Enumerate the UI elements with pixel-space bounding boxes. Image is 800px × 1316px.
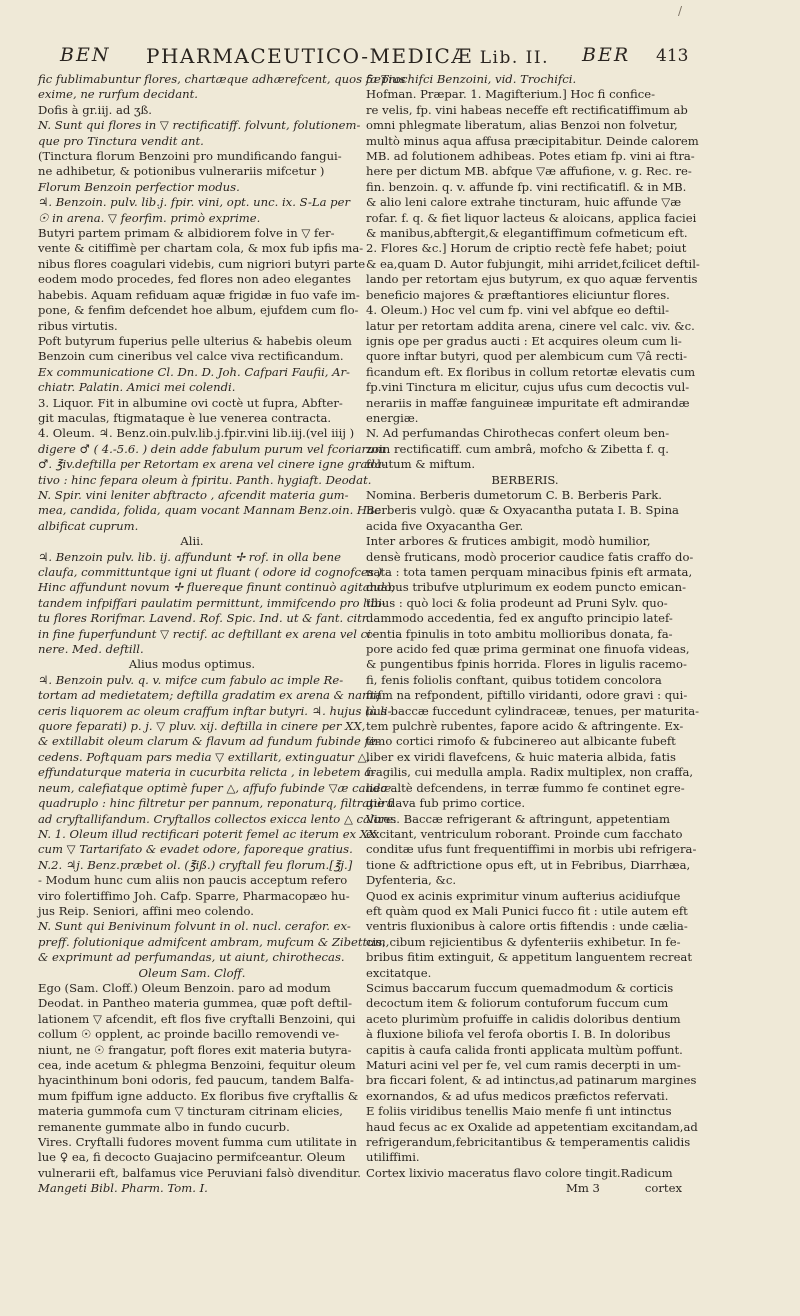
text-line: ☉ in arena. ▽ feorfim. primò exprime.	[38, 210, 261, 225]
text-line: eodem modo procedes, fed flores non adeo elegantes	[38, 272, 351, 287]
text-line: tem pulchrè rubentes, fapore acido & aftringente. Ex-	[366, 719, 684, 734]
text-line: mum fpiffum igne adducto. Ex floribus five cryftallis &	[38, 1088, 359, 1103]
text-line: jus Reip. Seniori, affini meo colendo.	[38, 903, 254, 918]
text-line: E foliis viridibus tenellis Maio menfe fi unt intinctus	[366, 1104, 672, 1119]
text-line: niunt, ne ☉ frangatur, poft flores exit materia butyra-	[38, 1042, 352, 1057]
text-line: Berberis vulgò. quæ & Oxyacantha putata I. B. Spina	[366, 503, 679, 518]
text-line: ♃. Benzoin pulv. lib. ij. affundunt ✢ rof. in olla bene	[38, 549, 341, 564]
text-line: quore inftar butyri, quod per alembicum cum ▽â recti-	[366, 349, 688, 364]
signature-mark: Mm 3	[566, 1181, 600, 1196]
text-line: ♃. Benzoin. pulv. lib.j. fpir. vini, opt. unc. ix. S-La per	[38, 195, 350, 210]
text-line: tibus : quò loci & folia prodeunt ad Pruni Sylv. quo-	[366, 595, 668, 610]
text-line: timo cortici rimofo & fubcinereo aut albicante fubeft	[366, 734, 676, 749]
text-line: tu flores Rorifmar. Lavend. Rof. Spic. Ind. ut & fant. citr.	[38, 611, 370, 626]
text-line: Dofis à gr.iij. ad ʒß.	[38, 102, 152, 117]
text-line: utiliffimi.	[366, 1150, 420, 1165]
text-line: N. Sunt qui Benivinum folvunt in ol. nucl. cerafor. ex-	[38, 919, 351, 934]
text-line: here per dictum MB. abfque ▽æ affufione, v. g. Rec. re-	[366, 164, 692, 179]
text-line: refrigerandum,febricitantibus & temperamentis calidis	[366, 1135, 691, 1150]
text-line: remanente gummate albo in fundo cucurb.	[38, 1119, 290, 1134]
text-line: Nomina. Berberis dumetorum C. B. Berberis Park.	[366, 487, 662, 502]
text-line: tivo : hinc fepara oleum à fpiritu. Panth. hygiaft. Deodat.	[38, 472, 372, 487]
text-line: tandem infpiffari paulatim permittunt, immifcendo pro libi-	[38, 595, 386, 610]
text-line: acida five Oxyacantha Ger.	[366, 518, 524, 533]
text-line: 4. Oleum. ♃. Benz.oin.pulv.lib.j.fpir.vini lib.iij.(vel iiij )	[38, 426, 355, 441]
text-line: ventris fluxionibus à calore ortis fiftendis : unde cælia-	[366, 919, 688, 934]
text-line: Hofman. Præpar. 1. Magifterium.] Hoc fi confice-	[366, 87, 656, 102]
text-line: cedens. Poftquam pars media ▽ extillarit, extinguatur △,	[38, 749, 371, 764]
text-line: Vires. Baccæ refrigerant & aftringunt, appetentiam	[366, 811, 670, 826]
text-line: Inter arbores & frutices ambigit, modò humilior,	[366, 534, 651, 549]
text-line: 2. Flores &c.] Horum de criptio rectè fefe habet; poiut	[366, 241, 687, 256]
text-line: pore acido fed quæ prima germinat one finuofa videas,	[366, 642, 690, 657]
text-line: fin. benzoin. q. v. affunde fp. vini rectificatifl. & in MB.	[366, 179, 687, 194]
text-line: albificat cuprum.	[38, 518, 139, 533]
text-line: ignis ope per gradus aucti : Et acquires oleum cum li-	[366, 333, 682, 348]
text-line: liber ex viridi flavefcens, & huic materia albida, fatis	[366, 749, 676, 764]
text-line: - Modum hunc cum aliis non paucis acceptum refero	[38, 873, 348, 888]
text-line: N.2. ♃j. Benz.præbet ol. (℥iß.) cryftall feu florum.[℥j.]	[38, 857, 353, 872]
text-line: Hinc affundunt novum ✢ fluereque finunt continuò agitando;	[38, 580, 396, 595]
signature-row	[366, 1181, 684, 1197]
text-line: beneficio majores & præftantiores eliciuntur flores.	[366, 287, 670, 302]
text-line: à fluxione biliofa vel ferofa obortis I. B. In doloribus	[366, 1027, 671, 1042]
text-line: cis, cibum rejicientibus & dyfenteriis exhibetur. In fe-	[366, 934, 681, 949]
text-line: hyacinthinum boni odoris, fed paucum, tandem Balfa-	[38, 1073, 354, 1088]
text-line: lue ♀ ea, fi decocto Guajacino permifceantur. Oleum	[38, 1150, 346, 1165]
text-line: N. 1. Oleum illud rectificari poterit femel ac iterum ex XX	[38, 826, 377, 841]
text-line: Florum Benzoin perfectior modus.	[38, 179, 240, 194]
text-line: vulnerarii eft, balfamus vice Peruviani falsò divenditur.	[38, 1165, 361, 1180]
text-line: fragilis, cui medulla ampla. Radix multiplex, non craffa,	[366, 765, 694, 780]
text-line: ftam na refpondent, piftillo viridanti, odore gravi : qui-	[366, 688, 688, 703]
text-line: ♂. ℥iv.deftilla per Retortam ex arena vel cinere igne grada-	[38, 457, 386, 472]
text-line: Butyri partem primam & albidiorem folve in ▽ fer-	[38, 226, 335, 241]
text-line: fic fublimabuntur flores, chartæque adhærefcent, quos fæpius	[38, 72, 406, 86]
text-line: nere. Med. deftill.	[38, 642, 144, 657]
text-line: Deodat. in Pantheo materia gummea, quæ poft deftil-	[38, 996, 353, 1011]
text-line: viro folertiffimo Joh. Cafp. Sparre, Pharmacopæo hu-	[38, 888, 350, 903]
text-line: & extillabit oleum clarum & flavum ad fundum fubinde fe-	[38, 734, 380, 749]
text-line: densè fruticans, modò procerior caudice fatis craffo do-	[366, 549, 694, 564]
text-line: re velis, fp. vini habeas neceffe eft rectificatiffimum ab	[366, 102, 688, 117]
text-line: Benzoin cum cineribus vel calce viva rectificandum.	[38, 349, 344, 364]
text-line: fi, fenis foliolis conftant, quibus totidem concolora	[366, 672, 662, 687]
running-head-right: BER	[582, 44, 631, 66]
text-line: aceto plurimùm profuiffe in calidis doloribus dentium	[366, 1011, 681, 1026]
right-column	[366, 72, 700, 1197]
text-line: effundaturque materia in cucurbita relicta , in lebetem a-	[38, 765, 376, 780]
text-line: dammodo accedentia, fed ex angufto principio latef-	[366, 611, 673, 626]
text-line: 3. Liquor. Fit in albumine ovi coctè ut fupra, Abfter-	[38, 395, 343, 410]
text-line: haud fecus ac ex Oxalide ad appetentiam excitandam,ad	[366, 1119, 698, 1134]
text-line: exime, ne rurfum decidant.	[38, 87, 198, 102]
text-line: Quod ex acinis exprimitur vinum aufterius acidiufque	[366, 888, 681, 903]
text-line: tione & adftrictione opus eft, ut in Febribus, Diarrhæa,	[366, 857, 691, 872]
text-line: capitis à caufa calida fronti applicata multùm poffunt.	[366, 1042, 683, 1057]
text-line: latur per retortam addita arena, cinere vel calc. viv. &c.	[366, 318, 695, 333]
text-line: ceris liquorem ac oleum craffum inftar butyri. ♃. hujus (à li-	[38, 703, 392, 718]
text-line: excitant, ventriculum roborant. Proinde cum facchato	[366, 826, 683, 841]
text-line: lando per retortam ejus butyrum, ex quo aquæ ferventis	[366, 272, 698, 287]
text-line: centia fpinulis in toto ambitu mollioribus donata, fa-	[366, 626, 673, 641]
text-line: multò minus aqua affusa præcipitabitur. Deinde calorem	[366, 133, 699, 148]
text-line: pone, & fenfim defcendet hoe album, ejufdem cum flo-	[38, 303, 359, 318]
text-line: Ego (Sam. Cloff.) Oleum Benzoin. paro ad modum	[38, 980, 331, 995]
text-line: 5. Trochifci Benzoini, vid. Trochifci.	[366, 72, 577, 86]
text-line: digere ♂ ( 4.-5.6. ) dein adde fabulum purum vel fcoriarum	[38, 441, 386, 456]
text-line: N. Spir. vini leniter abftracto , afcendit materia gum-	[38, 487, 349, 502]
text-line: fp.vini Tinctura m elicitur, cujus ufus cum decoctis vul-	[366, 380, 690, 395]
text-line: nata : tota tamen perquam minacibus fpinis eft armata,	[366, 565, 693, 579]
text-line: nec altè defcendens, in terræ fummo fe continet egre-	[366, 780, 685, 795]
text-line: materia gummofa cum ▽ tincturam citrinam elicies,	[38, 1104, 343, 1119]
running-head	[60, 44, 689, 74]
text-line: ribus virtutis.	[38, 318, 118, 333]
text-line: Mangeti Bibl. Pharm. Tom. I.	[38, 1181, 208, 1196]
text-line: git maculas, ftigmataque è lue venerea contracta.	[38, 410, 332, 425]
text-line: Dyfenteria, &c.	[366, 873, 457, 888]
text-line: duabus tribufve utplurimum ex eodem puncto emican-	[366, 580, 687, 595]
text-line: mea, candida, folida, quam vocant Mannam Benz.oin. Hac	[38, 503, 381, 518]
text-line: BERBERIS.	[491, 472, 559, 487]
text-line: ad cryftallifandum. Cryftallos collectos exicca lento △ calore.	[38, 811, 397, 826]
text-line: bra ficcari folent, & ad intinctus,ad patinarum margines	[366, 1073, 697, 1088]
text-line: collum ☉ opplent, ac proinde bacillo removendi ve-	[38, 1027, 340, 1042]
text-line: rofar. f. q. & fiet liquor lacteus & aloicans, applica faciei	[366, 210, 697, 225]
text-line: zoin rectificatiff. cum ambrâ, mofcho & Zibetta f. q.	[366, 441, 669, 456]
text-line: Scimus baccarum fuccum quemadmodum & corticis	[366, 980, 674, 995]
text-line: & ea,quam D. Autor fubjungit, mihi arridet,fcilicet deftil-	[366, 256, 700, 271]
text-line: & exprimunt ad perfumandas, ut aiunt, chirothecas.	[38, 950, 345, 965]
text-line: & pungentibus fpinis horrida. Flores in ligulis racemo-	[366, 657, 687, 672]
text-line: Oleum Sam. Cloff.	[138, 965, 246, 980]
text-line: & manibus,abftergit,& elegantiffimum cofmeticum eft.	[366, 226, 688, 241]
text-line: neum, calefiatque optimè fuper △, affufo fubinde ▽æ calidæ	[38, 780, 392, 795]
text-line: preff. folutionique admifcent ambram, mufcum & Zibettum,	[38, 934, 390, 949]
text-line: que pro Tinctura vendit ant.	[38, 133, 204, 148]
text-line: quore feparati) p. j. ▽ pluv. xij. deftilla in cinere per XX,	[38, 719, 366, 734]
text-line: ♃. Benzoin pulv. q. v. mifce cum fabulo ac imple Re-	[38, 672, 344, 687]
text-line: energiæ.	[366, 410, 419, 425]
text-line: ficandum eft. Ex floribus in collum retortæ elevatis cum	[366, 364, 696, 379]
text-line: folutum & miftum.	[366, 457, 476, 472]
text-line: & alio leni calore extrahe tincturam, huic affunde ▽æ	[366, 195, 682, 210]
text-line: excitatque.	[366, 965, 432, 980]
text-line: decoctum item & foliorum contuforum fuccum cum	[366, 996, 669, 1011]
text-line: cea, inde acetum & phlegma Benzoini, fequitur oleum	[38, 1058, 356, 1072]
text-line: bus baccæ fuccedunt cylindraceæ, tenues, per maturita-	[366, 703, 700, 718]
text-line: quadruplo : hinc filtretur per pannum, reponaturq, filtratura	[38, 796, 394, 811]
text-line: Alii.	[180, 534, 204, 549]
text-line: claufa, committuntque igni ut fluant ( odore id cognofces )	[38, 565, 383, 579]
text-line: Cortex lixivio maceratus flavo colore tingit.Radicum	[366, 1165, 673, 1180]
text-line: exornandos, & ad ufus medicos præfictos refervati.	[366, 1088, 669, 1103]
text-line: bribus fitim extinguit, & appetitum languentem recreat	[366, 950, 693, 965]
catchword: cortex	[644, 1181, 682, 1196]
running-head-left: BEN	[60, 44, 111, 66]
text-line: Vires. Cryftalli fudores movent fumma cum utilitate in	[38, 1135, 357, 1150]
text-line: Ex communicatione Cl. Dn. D. Joh. Cafpari Faufii, Ar-	[38, 364, 350, 379]
running-head-title: PHARMACEUTICO-MEDICÆ Lib. II.	[146, 44, 550, 68]
text-line: tortam ad medietatem; deftilla gradatim ex arena & namif	[38, 688, 382, 703]
text-line: vente & citiffimè per chartam cola, & mox fub ipfis ma-	[38, 241, 364, 256]
text-line: Alius modus optimus.	[128, 657, 256, 672]
text-line: 4. Oleum.) Hoc vel cum fp. vini vel abfque eo deftil-	[366, 303, 670, 318]
text-line: cum ▽ Tartarifato & evadet odore, faporeque gratius.	[38, 842, 353, 857]
text-line: nerariis in maffæ fanguineæ impuritate eft admirandæ	[366, 395, 690, 410]
text-line: nibus flores coagulari videbis, cum nigriori butyri parte	[38, 256, 366, 271]
text-line: conditæ ufus funt frequentiffimi in morbis ubi refrigera-	[366, 842, 697, 857]
text-line: N. Sunt qui flores in ▽ rectificatiff. folvunt, folutionem-	[38, 118, 361, 133]
page-number: 413	[656, 46, 689, 66]
corner-mark: /	[677, 4, 682, 18]
text-line: N. Ad perfumandas Chirothecas confert oleum ben-	[366, 426, 670, 441]
text-line: chiatr. Palatin. Amici mei colendi.	[38, 380, 236, 395]
text-line: Poft butyrum fuperius pelle ulterius & habebis oleum	[38, 333, 352, 348]
text-line: (Tinctura florum Benzoini pro mundificando fangui-	[38, 149, 342, 164]
text-line: ne adhibetur, & potionibus vulnerariis mifcetur )	[38, 164, 325, 179]
text-line: in fine fuperfundunt ▽ rectif. ac deftillant ex arena vel ci-	[38, 626, 375, 641]
text-line: omni phlegmate liberatum, alias Benzoi non folvetur,	[366, 118, 678, 133]
text-line: eft quàm quod ex Mali Punici fucco fit : utile autem eft	[366, 903, 688, 918]
text-line: habebis. Aquam refiduam aquæ frigidæ in fuo vafe im-	[38, 287, 360, 302]
text-line: lationem ▽ afcendit, eft flos five cryftalli Benzoini, qui	[38, 1011, 356, 1026]
text-line: giè flava fub primo cortice.	[366, 796, 526, 811]
text-line: Maturi acini vel per fe, vel cum ramis decerpti in um-	[366, 1058, 681, 1072]
text-line: MB. ad folutionem adhibeas. Potes etiam fp. vini ai ftra-	[366, 149, 695, 164]
